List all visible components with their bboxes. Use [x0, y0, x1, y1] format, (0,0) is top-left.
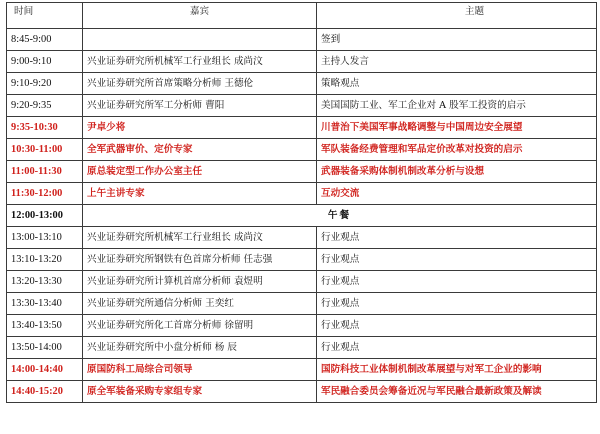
topic-cell: 策略观点 — [317, 73, 597, 95]
schedule-row — [7, 73, 597, 95]
topic-cell: 美国国防工业、军工企业对 A 股军工投资的启示 — [317, 95, 597, 117]
topic-cell: 武器装备采购体制机制改革分析与设想 — [317, 161, 597, 183]
header-row — [7, 3, 597, 29]
guest-cell — [83, 29, 317, 51]
guest-cell: 兴业证券研究所中小盘分析师 杨 辰 — [83, 337, 317, 359]
guest-cell: 尹卓少将 — [83, 117, 317, 139]
topic-cell: 行业观点 — [317, 293, 597, 315]
guest-cell: 兴业证券研究所通信分析师 王奕红 — [83, 293, 317, 315]
schedule-row — [7, 183, 597, 205]
guest-cell: 兴业证券研究所钢铁有色首席分析师 任志强 — [83, 249, 317, 271]
guest-cell: 兴业证券研究所机械军工行业组长 成尚汶 — [83, 227, 317, 249]
guest-cell: 原全军装备采购专家组专家 — [83, 381, 317, 403]
guest-cell: 全军武器审价、定价专家 — [83, 139, 317, 161]
topic-cell: 主持人发言 — [317, 51, 597, 73]
time-cell: 11:30-12:00 — [7, 183, 83, 205]
time-cell: 13:00-13:10 — [7, 227, 83, 249]
topic-cell: 行业观点 — [317, 227, 597, 249]
guest-cell: 兴业证券研究所军工分析师 曹阳 — [83, 95, 317, 117]
time-cell: 9:35-10:30 — [7, 117, 83, 139]
schedule-row — [7, 139, 597, 161]
schedule-row — [7, 117, 597, 139]
schedule-row — [7, 315, 597, 337]
schedule-row — [7, 227, 597, 249]
time-cell: 8:45-9:00 — [7, 29, 83, 51]
topic-cell: 行业观点 — [317, 337, 597, 359]
topic-cell: 军队装备经费管理和军品定价改革对投资的启示 — [317, 139, 597, 161]
header-topic: 主题 — [317, 3, 597, 29]
schedule-row — [7, 359, 597, 381]
time-cell: 14:40-15:20 — [7, 381, 83, 403]
header-guest: 嘉宾 — [83, 3, 317, 29]
header-time: 时间 — [7, 3, 83, 29]
schedule-row — [7, 29, 597, 51]
schedule-row — [7, 249, 597, 271]
time-cell: 13:40-13:50 — [7, 315, 83, 337]
time-cell: 13:10-13:20 — [7, 249, 83, 271]
schedule-row — [7, 95, 597, 117]
schedule-row — [7, 381, 597, 403]
schedule-row — [7, 51, 597, 73]
guest-cell: 上午主讲专家 — [83, 183, 317, 205]
guest-cell: 兴业证券研究所化工首席分析师 徐留明 — [83, 315, 317, 337]
schedule-row — [7, 271, 597, 293]
time-cell: 13:30-13:40 — [7, 293, 83, 315]
time-cell: 11:00-11:30 — [7, 161, 83, 183]
guest-cell: 原国防科工局综合司领导 — [83, 359, 317, 381]
topic-cell: 国防科技工业体制机制改革展望与对军工企业的影响 — [317, 359, 597, 381]
schedule-table — [6, 2, 597, 403]
guest-cell: 兴业证券研究所计算机首席分析师 袁煜明 — [83, 271, 317, 293]
guest-cell: 兴业证券研究所机械军工行业组长 成尚汶 — [83, 51, 317, 73]
topic-cell: 行业观点 — [317, 315, 597, 337]
time-cell: 14:00-14:40 — [7, 359, 83, 381]
time-cell: 13:20-13:30 — [7, 271, 83, 293]
time-cell: 13:50-14:00 — [7, 337, 83, 359]
time-cell: 9:00-9:10 — [7, 51, 83, 73]
schedule-row — [7, 337, 597, 359]
time-cell: 12:00-13:00 — [7, 205, 83, 227]
time-cell: 9:20-9:35 — [7, 95, 83, 117]
lunch-label: 午餐 — [83, 205, 597, 227]
time-cell: 10:30-11:00 — [7, 139, 83, 161]
topic-cell: 军民融合委员会筹备近况与军民融合最新政策及解读 — [317, 381, 597, 403]
topic-cell: 行业观点 — [317, 271, 597, 293]
lunch-row — [7, 205, 597, 227]
topic-cell: 行业观点 — [317, 249, 597, 271]
topic-cell: 互动交流 — [317, 183, 597, 205]
time-cell: 9:10-9:20 — [7, 73, 83, 95]
topic-cell: 川普治下美国军事战略调整与中国周边安全展望 — [317, 117, 597, 139]
schedule-row — [7, 161, 597, 183]
guest-cell: 兴业证券研究所首席策略分析师 王德伦 — [83, 73, 317, 95]
guest-cell: 原总装定型工作办公室主任 — [83, 161, 317, 183]
topic-cell: 签到 — [317, 29, 597, 51]
schedule-row — [7, 293, 597, 315]
